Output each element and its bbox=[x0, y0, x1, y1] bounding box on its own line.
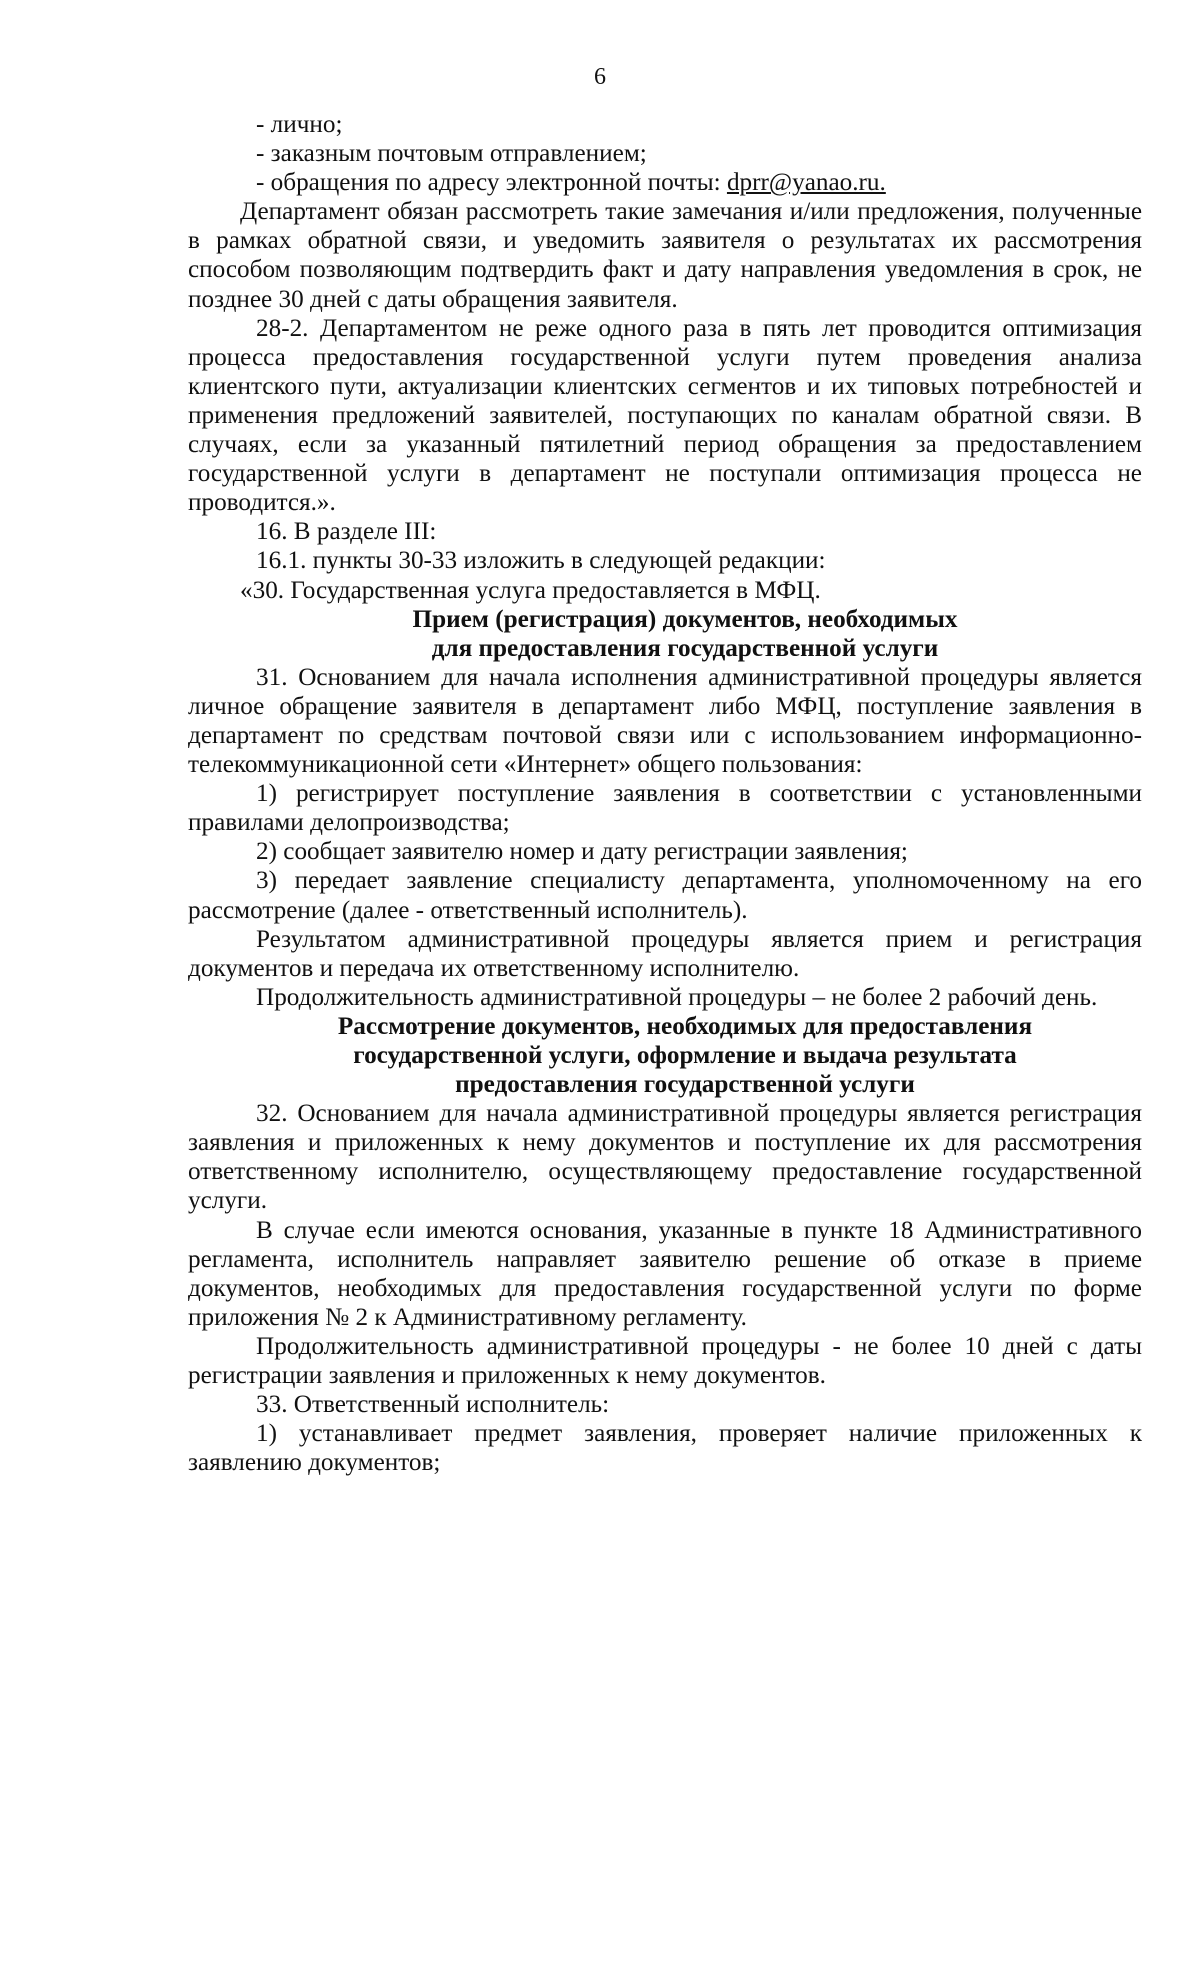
paragraph-result: Результатом административной процедуры является прием и регистрация документов и передача их ответственному исполнителю. bbox=[188, 925, 1142, 982]
section-heading-reception bbox=[188, 605, 1142, 663]
paragraph-32: 32. Основанием для начала административной процедуры является регистрация заявления и приложенных к нему документов и поступление их для рассмотрения ответственному исполнителю, осуществляющему предоставление государственной услуги. bbox=[188, 1100, 1142, 1215]
page-number: 6 bbox=[594, 64, 606, 90]
paragraph-16-1: 16.1. пункты 30-33 изложить в следующей редакции: bbox=[256, 547, 826, 575]
heading-line: Прием (регистрация) документов, необходимых bbox=[412, 605, 958, 633]
heading-line: для предоставления государственной услуги bbox=[431, 634, 939, 662]
paragraph-duration-1: Продолжительность административной процедуры – не более 2 рабочий день. bbox=[256, 983, 1098, 1011]
paragraph-31-item-1: 1) регистрирует поступление заявления в соответствии с установленными правилами делопроизводства; bbox=[188, 780, 1142, 837]
heading-line: государственной услуги, оформление и выдача результата bbox=[353, 1042, 1017, 1069]
paragraph-31-item-2: 2) сообщает заявителю номер и дату регистрации заявления; bbox=[256, 838, 908, 866]
list-item-registered-mail: - заказным почтовым отправлением; bbox=[256, 140, 647, 168]
paragraph-31-item-3: 3) передает заявление специалисту департамента, уполномоченному на его рассмотрение (далее - ответственный исполнитель). bbox=[188, 867, 1142, 924]
paragraph-31: 31. Основанием для начала исполнения административной процедуры является личное обращение заявителя в департамент либо МФЦ, поступление заявления в департамент по средствам почтовой связи или с использованием информационно-телекоммуникационной сети «Интернет» общего пользования: bbox=[188, 663, 1142, 779]
list-item-personally: - лично; bbox=[256, 111, 343, 138]
paragraph-33: 33. Ответственный исполнитель: bbox=[256, 1391, 610, 1419]
heading-line: Рассмотрение документов, необходимых для предоставления bbox=[337, 1012, 1033, 1040]
heading-line: предоставления государственной услуги bbox=[455, 1071, 915, 1099]
paragraph-duration-2: Продолжительность административной процедуры - не более 10 дней с даты регистрации заявления и приложенных к нему документов. bbox=[188, 1332, 1142, 1390]
list-item-email bbox=[188, 168, 1142, 197]
paragraph-33-item-1: 1) устанавливает предмет заявления, проверяет наличие приложенных к заявлению документов; bbox=[188, 1420, 1142, 1477]
paragraph-28-2: 28-2. Департаментом не реже одного раза в пять лет проводится оптимизация процесса предоставления государственной услуги путем проведения анализа клиентского пути, актуализации клиентских сегментов и их типовых потребностей и применения предложений заявителей, поступающих по каналам обратной связи. В случаях, если за указанный пятилетний период обращения за предоставлением государственной услуги в департамент не поступали оптимизация процесса не проводится.». bbox=[188, 314, 1142, 517]
paragraph-department-obligation: Департамент обязан рассмотреть такие замечания и/или предложения, полученные в рамках обратной связи, и уведомить заявителя о результатах их рассмотрения способом позволяющим подтвердить факт и дату направления уведомления в срок, не позднее 30 дней с даты обращения заявителя. bbox=[188, 198, 1142, 313]
document-body bbox=[188, 110, 1142, 1477]
email-link[interactable]: dprr@yanao.ru. bbox=[726, 169, 886, 197]
paragraph-30: «30. Государственная услуга предоставляется в МФЦ. bbox=[240, 576, 821, 604]
email-label: - обращения по адресу электронной почты: bbox=[256, 169, 727, 197]
section-heading-review bbox=[188, 1012, 1142, 1099]
paragraph-16: 16. В разделе III: bbox=[256, 518, 437, 546]
paragraph-refusal: В случае если имеются основания, указанные в пункте 18 Административного регламента, исполнитель направляет заявителю решение об отказе в приеме документов, необходимых для предоставления государственной услуги по форме приложения № 2 к Административному регламенту. bbox=[188, 1216, 1142, 1331]
